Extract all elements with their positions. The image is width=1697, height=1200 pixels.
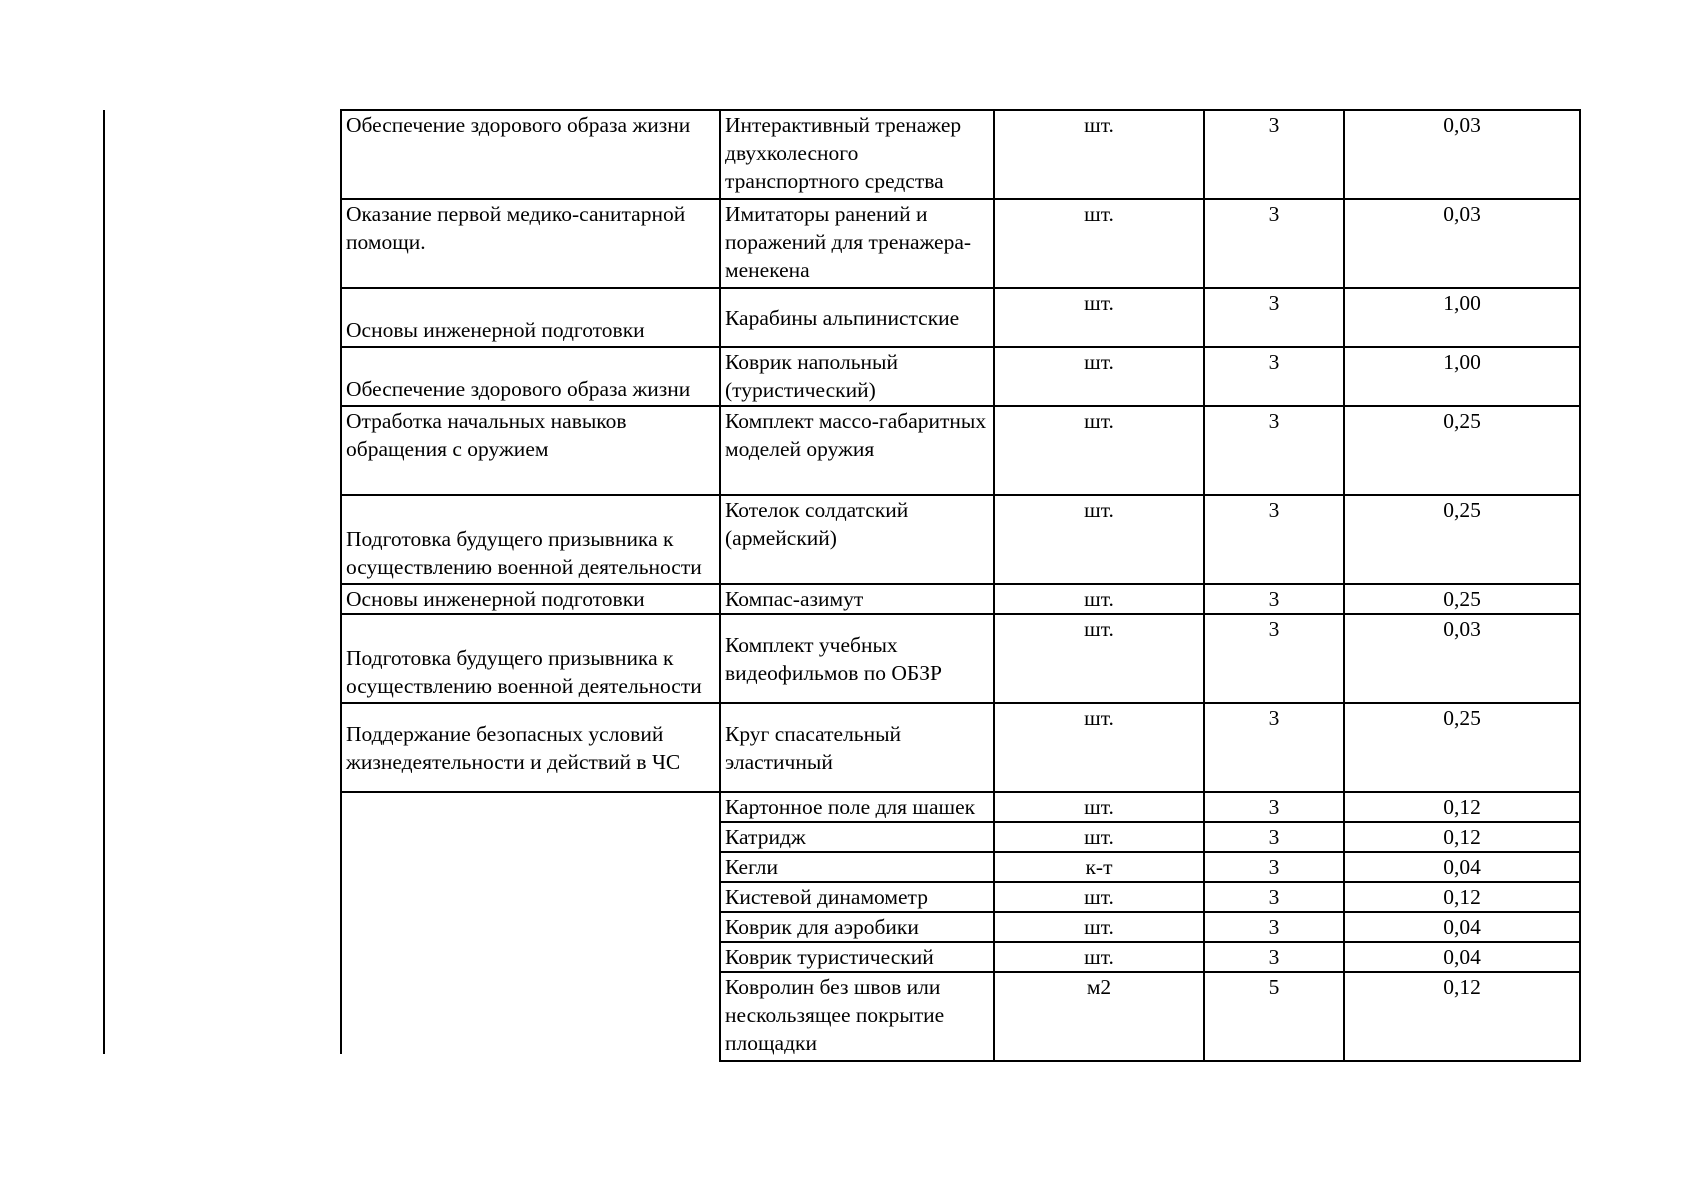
norm-cell: 0,04 — [1344, 942, 1580, 972]
norm-cell: 0,03 — [1344, 199, 1580, 288]
item-cell: Коврик туристический — [720, 942, 994, 972]
norm-cell: 0,12 — [1344, 792, 1580, 822]
qty-cell: 3 — [1204, 288, 1344, 347]
unit-cell: шт. — [994, 406, 1204, 495]
unit-cell: шт. — [994, 614, 1204, 703]
table-row — [341, 406, 1580, 495]
unit-cell: шт. — [994, 584, 1204, 614]
unit-cell: шт. — [994, 110, 1204, 199]
norm-cell: 1,00 — [1344, 288, 1580, 347]
section-cell: Оказание первой медико-санитарной помощи. — [341, 199, 720, 288]
table-row — [341, 584, 1580, 614]
unit-cell: шт. — [994, 792, 1204, 822]
table-row — [341, 792, 1580, 822]
item-cell: Коврик напольный (туристический) — [720, 347, 994, 406]
table-row — [341, 199, 1580, 288]
norm-cell: 0,25 — [1344, 703, 1580, 792]
unit-cell: шт. — [994, 288, 1204, 347]
page-margin-rule — [103, 110, 105, 1054]
unit-cell: м2 — [994, 972, 1204, 1061]
qty-cell: 3 — [1204, 347, 1344, 406]
item-cell: Комплект учебных видеофильмов по ОБЗР — [720, 614, 994, 703]
qty-cell: 5 — [1204, 972, 1344, 1061]
section-cell: Поддержание безопасных условий жизнедеятельности и действий в ЧС — [341, 703, 720, 792]
item-cell: Круг спасательный эластичный — [720, 703, 994, 792]
qty-cell: 3 — [1204, 942, 1344, 972]
item-cell: Картонное поле для шашек — [720, 792, 994, 822]
section-cell: Основы инженерной подготовки — [341, 584, 720, 614]
qty-cell: 3 — [1204, 406, 1344, 495]
qty-cell: 3 — [1204, 199, 1344, 288]
norm-cell: 0,12 — [1344, 822, 1580, 852]
unit-cell: шт. — [994, 942, 1204, 972]
table-row — [341, 703, 1580, 792]
unit-cell: к-т — [994, 852, 1204, 882]
qty-cell: 3 — [1204, 912, 1344, 942]
qty-cell: 3 — [1204, 584, 1344, 614]
item-cell: Карабины альпинистские — [720, 288, 994, 347]
unit-cell: шт. — [994, 912, 1204, 942]
qty-cell: 3 — [1204, 495, 1344, 584]
equipment-table — [340, 109, 1581, 1062]
table-row — [341, 614, 1580, 703]
qty-cell: 3 — [1204, 110, 1344, 199]
norm-cell: 1,00 — [1344, 347, 1580, 406]
item-cell: Кегли — [720, 852, 994, 882]
qty-cell: 3 — [1204, 792, 1344, 822]
qty-cell: 3 — [1204, 703, 1344, 792]
norm-cell: 0,25 — [1344, 495, 1580, 584]
norm-cell: 0,25 — [1344, 584, 1580, 614]
item-cell: Интерактивный тренажер двухколесного транспортного средства — [720, 110, 994, 199]
section-cell: Подготовка будущего призывника к осуществлению военной деятельности — [341, 495, 720, 584]
item-cell: Кистевой динамометр — [720, 882, 994, 912]
item-cell: Коврик для аэробики — [720, 912, 994, 942]
norm-cell: 0,03 — [1344, 110, 1580, 199]
qty-cell: 3 — [1204, 822, 1344, 852]
unit-cell: шт. — [994, 347, 1204, 406]
norm-cell: 0,04 — [1344, 852, 1580, 882]
table-row — [341, 110, 1580, 199]
unit-cell: шт. — [994, 495, 1204, 584]
table-row — [341, 495, 1580, 584]
unit-cell: шт. — [994, 822, 1204, 852]
norm-cell: 0,04 — [1344, 912, 1580, 942]
norm-cell: 0,12 — [1344, 972, 1580, 1061]
section-cell: Отработка начальных навыков обращения с оружием — [341, 406, 720, 495]
section-cell: Обеспечение здорового образа жизни — [341, 347, 720, 406]
section-cell: Обеспечение здорового образа жизни — [341, 110, 720, 199]
section-cell-empty — [341, 792, 720, 1061]
item-cell: Компас-азимут — [720, 584, 994, 614]
section-cell: Подготовка будущего призывника к осуществлению военной деятельности — [341, 614, 720, 703]
norm-cell: 0,25 — [1344, 406, 1580, 495]
item-cell: Ковролин без швов или нескользящее покрытие площадки — [720, 972, 994, 1061]
unit-cell: шт. — [994, 199, 1204, 288]
qty-cell: 3 — [1204, 614, 1344, 703]
norm-cell: 0,12 — [1344, 882, 1580, 912]
section-cell: Основы инженерной подготовки — [341, 288, 720, 347]
norm-cell: 0,03 — [1344, 614, 1580, 703]
item-cell: Котелок солдатский (армейский) — [720, 495, 994, 584]
table-row — [341, 347, 1580, 406]
qty-cell: 3 — [1204, 852, 1344, 882]
qty-cell: 3 — [1204, 882, 1344, 912]
unit-cell: шт. — [994, 882, 1204, 912]
item-cell: Катридж — [720, 822, 994, 852]
table-row — [341, 288, 1580, 347]
item-cell: Имитаторы ранений и поражений для тренажера-менекена — [720, 199, 994, 288]
unit-cell: шт. — [994, 703, 1204, 792]
item-cell: Комплект массо-габаритных моделей оружия — [720, 406, 994, 495]
